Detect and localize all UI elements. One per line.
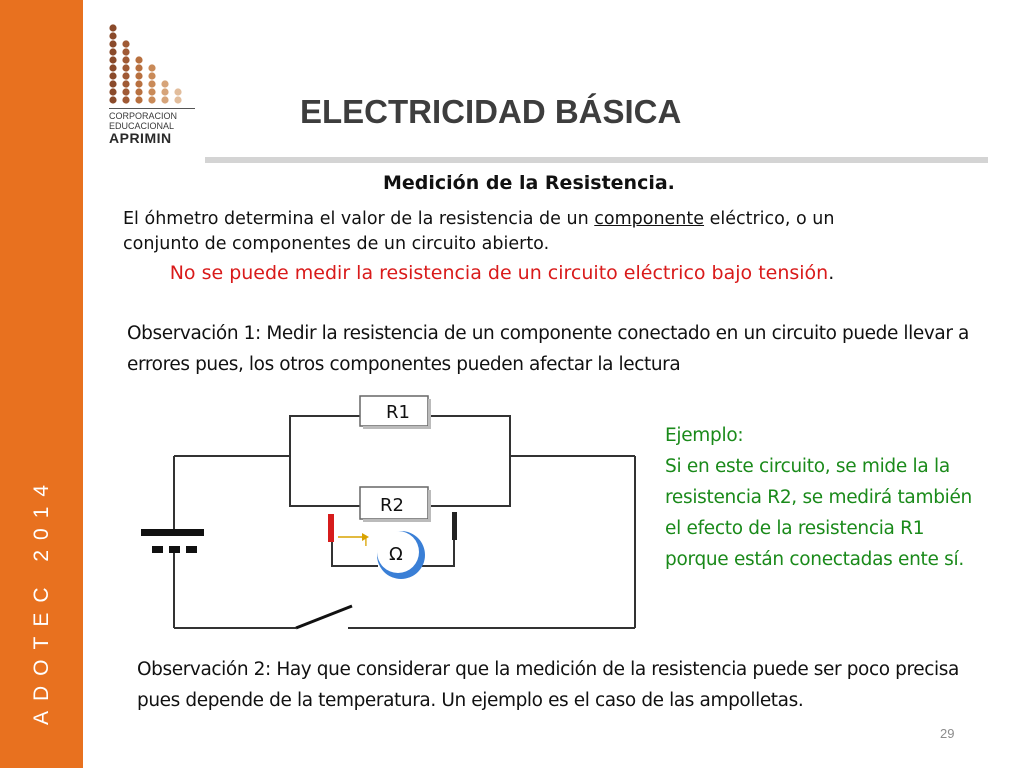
warning-message: No se puede medir la resistencia de un circuito eléctrico bajo tensión <box>169 262 829 284</box>
r1-label: R1 <box>386 402 410 423</box>
black-probe-icon <box>452 512 457 540</box>
battery-icon <box>141 529 204 553</box>
logo-line-1: CORPORACION <box>109 111 178 121</box>
section-subtitle: Medición de la Resistencia. <box>383 172 675 194</box>
intro-text-start: El óhmetro determina el valor de la resistencia de un <box>123 209 595 229</box>
intro-underlined-word: componente <box>594 209 705 229</box>
example-body: Si en este circuito, se mide la la resistencia R2, se medirá también el efecto de la resistencia R1 porque están conectadas ente sí. <box>665 456 972 570</box>
example-text <box>665 420 985 575</box>
switch-icon <box>296 606 352 628</box>
sidebar-brand-text: ADOTEC 2014 <box>30 474 53 725</box>
warning-period: . <box>828 262 835 284</box>
current-label: I <box>364 535 368 550</box>
current-arrow-icon <box>338 533 369 550</box>
red-probe-icon <box>328 514 334 542</box>
logo-line-2: EDUCACIONAL <box>109 121 175 131</box>
page-number: 29 <box>940 726 955 741</box>
example-heading: Ejemplo: <box>665 425 744 446</box>
resistor-r2 <box>360 487 431 522</box>
intro-text-end: eléctrico, o un conjunto de componentes de un circuito abierto. <box>123 209 835 254</box>
logo-brand: APRIMIN <box>109 130 172 146</box>
observation-1: Observación 1: Medir la resistencia de un componente conectado en un circuito puede llevar a errores pues, los otros componentes pueden afectar la lectura <box>127 323 969 375</box>
observation-2: Observación 2: Hay que considerar que la medición de la resistencia puede ser poco precisa pues depende de la temperatura. Un ejemplo es el caso de las ampolletas. <box>137 659 959 711</box>
r2-label: R2 <box>380 495 404 516</box>
resistor-r1 <box>360 396 431 429</box>
ohm-symbol: Ω <box>389 544 403 565</box>
ohmmeter-icon <box>377 531 425 579</box>
slide-title: ELECTRICIDAD BÁSICA <box>300 93 682 130</box>
